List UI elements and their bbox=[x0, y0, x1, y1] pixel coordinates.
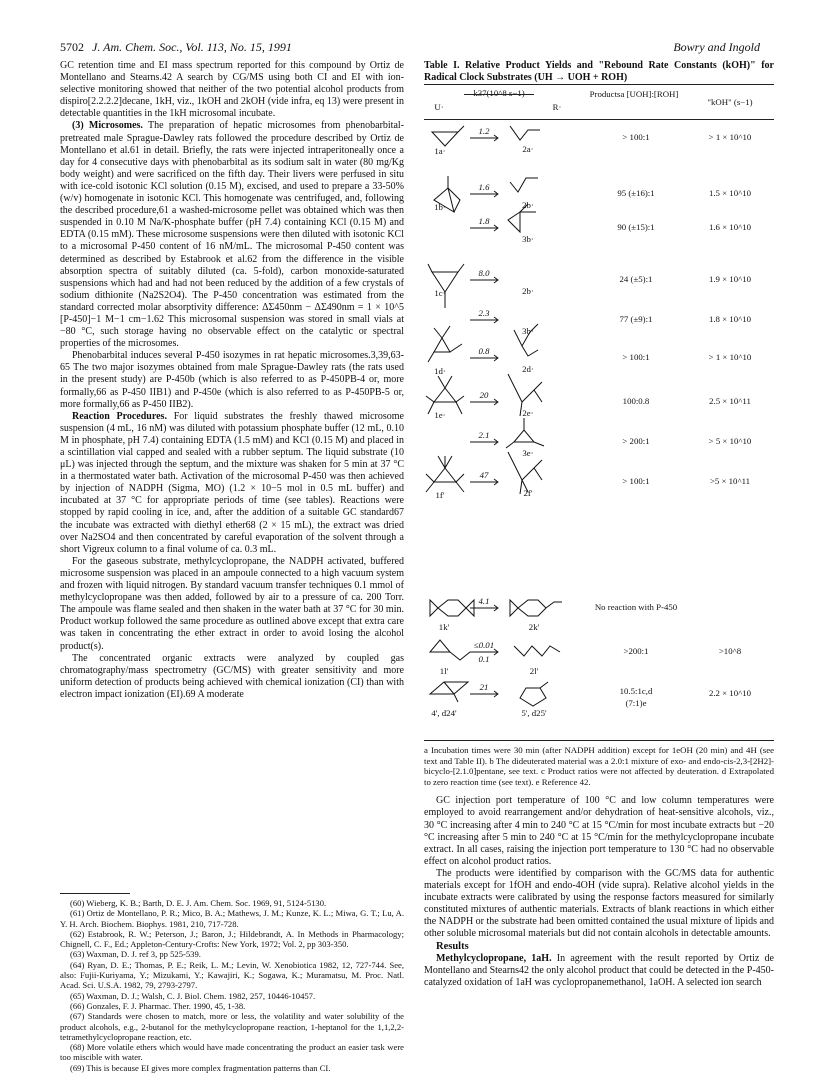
reference: (64) Ryan, D. E.; Thomas, P. E.; Reik, L. M.; Levin, W. Xenobiotica 1982, 12, 727-744. See, also: Fujii-Kuriyama, Y.; Mizukami, Y.; Kawajiri, K.; Sogawa, K.; Muramatsu, M. Proc. Natl. Acad. Sci. U.S.A. 1982, 79, 2793-2797. bbox=[60, 959, 404, 991]
radical-r-label: 3b· bbox=[522, 234, 534, 244]
structure-5 bbox=[520, 682, 548, 706]
paragraph-microsomes bbox=[60, 120, 404, 350]
product-ratio: 90 (±15):1 bbox=[617, 222, 655, 232]
structure-1e bbox=[426, 376, 464, 414]
koh-value: >5 × 10^11 bbox=[709, 476, 751, 486]
radical-u-label: 1c· bbox=[434, 288, 446, 298]
product-ratio: > 100:1 bbox=[622, 352, 650, 362]
structure-3e bbox=[506, 418, 544, 448]
koh-value: >10^8 bbox=[718, 646, 742, 656]
reference: (68) More volatile ethers which would have made concentrating the product an easier task were too miscible with water. bbox=[60, 1042, 404, 1063]
radical-r-label: 3e· bbox=[522, 448, 534, 458]
paragraph: Phenobarbital induces several P-450 isozymes in rat hepatic microsomes.3,39,63-65 The two major isozymes obtained from male Sprague-Dawley rats (the rats used in the present study) are P-450b (which is also referred to as P-450PB-4 or, more formally,66 as P-450 IIB1) and P-450e (which is also referred to as P-450PB-5 or, more formally,66 as P-450 IIB2). bbox=[60, 350, 404, 410]
rate-constant: 2.1 bbox=[478, 430, 490, 440]
structure-1f bbox=[426, 456, 464, 492]
reference: (69) This is because EI gives more complex fragmentation patterns than CI. bbox=[70, 1062, 331, 1073]
reference: (63) Waxman, D. J. ref 3, pp 525-539. bbox=[70, 949, 201, 960]
rate-constant: 20 bbox=[479, 390, 489, 400]
reference: (61) Ortiz de Montellano, P. R.; Mico, B. A.; Mathews, J. M.; Kunze, K. L.; Miwa, G. T.; Lu, A. Y. H. Arch. Biochem. Biophys. 1981, 210, 717-728. bbox=[60, 908, 404, 929]
subsection-heading: Methylcyclopropane, 1aH. bbox=[436, 952, 552, 964]
radical-r-label: 2k' bbox=[528, 622, 540, 632]
product-ratio: > 100:1 bbox=[622, 476, 650, 486]
journal-citation bbox=[60, 40, 292, 55]
koh-value: 1.6 × 10^10 bbox=[708, 222, 752, 232]
header-rate: k37(10^8 s−1) bbox=[473, 88, 525, 98]
paragraph: For the gaseous substrate, methylcyclopropane, the NADPH activated, buffered microsome suspension was placed in an ampoule connected to a high vacuum system and frozen with liquid nitrogen. By standard vacuum transfer techniques 0.1 mmol of methylcyclopropane was then added, followed by air to a pressure of ca. 200 Torr. The ampoule was flame sealed and then shaken in the water bath at 37 °C for 30 min. Product workup followed the same procedure as outlined above except that extra care was taken in concentrating the ether extract in order to avoid losing the alcohol product(s). bbox=[60, 555, 404, 652]
footnote-rule bbox=[60, 893, 130, 894]
paragraph: The products were identified by comparison with the GC/MS data for authentic materials except for 1fOH and endo-4OH (vide supra). Relative alcohol yields in the incubate extracts were calibrated by using the response factors measured for similarly constituted mixtures of authentic materials. Extracts of blank reactions in which either the NADPH or the substrate had been omitted contained the usual mixture of lipids and other soluble microsomal materials but did not contain alcohols in detectable amounts. bbox=[424, 867, 774, 940]
reference: (60) Wieberg, K. B.; Barth, D. E. J. Am. Chem. Soc. 1969, 91, 5124-5130. bbox=[70, 898, 327, 908]
rate-constant: 1.8 bbox=[478, 216, 490, 226]
koh-value: > 1 × 10^10 bbox=[708, 132, 752, 142]
product-ratio: No reaction with P-450 bbox=[594, 602, 678, 612]
reference: (62) Estabrook, R. W.; Peterson, J.; Baron, J.; Hildebrandt, A. In Methods in Pharmacology; Chignell, C. F., Ed.; Appleton-Century-Crofts: New York, 1972; Vol. 2, pp 303-350. bbox=[60, 928, 404, 950]
product-ratio: > 200:1 bbox=[622, 436, 650, 446]
structure-1k bbox=[430, 600, 474, 616]
structure-1a bbox=[432, 126, 464, 146]
reference: (66) Gonzales, F. J. Pharmac. Ther. 1990, 45, 1-38. bbox=[70, 1000, 246, 1011]
product-ratio: 100:0.8 bbox=[622, 396, 650, 406]
paragraph-reaction-procedures bbox=[60, 411, 404, 556]
rate-constant: 21 bbox=[479, 682, 489, 692]
header-r: R· bbox=[552, 102, 562, 112]
page-number: 5702 bbox=[60, 40, 84, 54]
table bbox=[424, 84, 774, 741]
koh-value: 1.5 × 10^10 bbox=[708, 188, 752, 198]
header-arrow bbox=[464, 94, 534, 95]
paragraph-text: For liquid substrates the freshly thawed microsome suspension (4 mL, 16 nM) was diluted with potassium phosphate buffer (12 mL, 0.10 M in phosphate, pH 7.4) containing EDTA (1.5 mM) and KCl (0.15 M) and placed in a scintillation vial capped and sealed with a rubber septum. The liquid substrate (10 μL) was injected through the septum, and the mixture was shaken for 5 min at 37 °C in a thermostated water bath. Activation of the microsomal P-450 was then achieved by injection of NADPH (Sigma, MO) (1.2 × 10−5 mol in 0.5 mL buffer) and incubated at 37 °C for appropriate periods of time (see tables). Reactions were stopped by rapid cooling in ice, and, after the addition of a suitable GC standard67 the incubate was extracted with diethyl ether68 (2 × 15 mL), the extract was dried over Na2SO4 and then concentrated by careful evaporation of the solvent through a short Vigreux column to a final volume of ca. 0.3 mL. bbox=[60, 410, 404, 555]
radical-r-label: 2d· bbox=[522, 364, 534, 374]
structure-1l bbox=[430, 640, 470, 660]
product-ratio: >200:1 bbox=[623, 646, 649, 656]
radical-r-label: 2a· bbox=[522, 144, 534, 154]
paragraph: The concentrated organic extracts were analyzed by coupled gas chromatography/mass spectrometry (GC/MS) with greater sensitivity and more uniform detection of products being achieved with chemical ionization (CI) than with electron impact ionization (EI).69 A moderate bbox=[60, 652, 404, 700]
product-ratio: 10.5:1c,d bbox=[619, 686, 653, 696]
rate-constant: 1.6 bbox=[478, 182, 490, 192]
koh-value: 2.5 × 10^11 bbox=[709, 396, 751, 406]
product-ratio: 24 (±5):1 bbox=[619, 274, 653, 284]
structure-2k bbox=[510, 600, 562, 616]
radical-u-label: 1b· bbox=[434, 202, 446, 212]
footnote-references bbox=[60, 893, 404, 1073]
radical-u-label: 1k' bbox=[438, 622, 450, 632]
structure-2l bbox=[514, 646, 560, 656]
product-ratio: 95 (±16):1 bbox=[617, 188, 655, 198]
table-header bbox=[424, 85, 774, 120]
radical-r-label: 2b· bbox=[522, 200, 534, 210]
koh-value: > 5 × 10^10 bbox=[708, 436, 752, 446]
radical-r-label: 5', d25' bbox=[521, 708, 547, 718]
radical-u-label: 1e· bbox=[434, 410, 446, 420]
rate-constant: ≤0.01 bbox=[473, 640, 495, 650]
journal-name: J. Am. Chem. Soc., Vol. 113, No. 15, 1991 bbox=[92, 40, 292, 54]
paragraph-text: In agreement with the result reported by Ortiz de Montellano and Stearns42 the only alcohol product that could be detected in the P-450-catalyzed oxidation of 1aH was cyclopropanemethanol, 1aOH. A selected ion search bbox=[424, 952, 774, 988]
rate-constant: 4.1 bbox=[478, 596, 490, 606]
radical-r-label: 2l' bbox=[529, 666, 539, 676]
radical-r-label: 2f' bbox=[523, 488, 533, 498]
rate-constant: 8.0 bbox=[478, 268, 490, 278]
header-u: U· bbox=[434, 102, 444, 112]
product-ratio: > 100:1 bbox=[622, 132, 650, 142]
rate-constant: 2.3 bbox=[478, 308, 490, 318]
table-body-lower bbox=[424, 590, 774, 740]
paragraph: GC injection port temperature of 100 °C and low column temperatures were employed to avoid rearrangement and/or dehydration of heat-sensitive alcohols, viz., 30 °C increasing after 4 min to 240 °C at 15 °C/min for most incubate extracts but −20 °C increasing after 5 min to 240 °C at 15 °C/min for the methylcyclopropane incubate extract. In all cases, raising the injection port temperature to 130 °C had no observable effect on alcohol product ratios. bbox=[424, 795, 774, 867]
rate-constant: 47 bbox=[479, 470, 489, 480]
reference: (67) Standards were chosen to match, more or less, the volatility and water solubility of the product alcohols, e.g., 2-butanol for the methylcyclopropane reaction, 1-heptanol for the 1,1,2,2-tetramethylcyclopropane reaction, etc. bbox=[60, 1011, 404, 1042]
koh-value: 1.8 × 10^10 bbox=[708, 314, 752, 324]
running-authors: Bowry and Ingold bbox=[673, 40, 760, 54]
table-footnotes: a Incubation times were 30 min (after NADPH addition) except for 1eOH (20 min) and 4H (see text and Table II). b The dideuterated material was a 2.0:1 mixture of exo- and endo-cis-2,3-[2H2]-bicyclo-[2.1.0]pentane, see text. c Product ratios were not affected by deuteration. d Extrapolated to zero reaction time (see text). e Reference 42. bbox=[424, 745, 774, 787]
rate-constant-reverse: 0.1 bbox=[478, 654, 490, 664]
radical-u-label: 4', d24' bbox=[431, 708, 457, 718]
rate-constant: 1.2 bbox=[478, 126, 490, 136]
page-header bbox=[60, 40, 760, 56]
structure-4 bbox=[430, 682, 468, 702]
paragraph-results bbox=[424, 953, 774, 989]
right-column bbox=[424, 60, 774, 989]
product-ratio: 77 (±9):1 bbox=[619, 314, 653, 324]
radical-u-label: 1a· bbox=[434, 146, 446, 156]
structure-2a bbox=[510, 126, 540, 140]
table-caption: Table I. Relative Product Yields and "Rebound Rate Constants (kOH)" for Radical Clock Substrates (UH → UOH + ROH) bbox=[424, 60, 774, 83]
radical-u-label: 1l' bbox=[439, 666, 449, 676]
subsection-heading: (3) Microsomes. bbox=[72, 120, 143, 132]
left-column bbox=[60, 60, 404, 701]
koh-value: > 1 × 10^10 bbox=[708, 352, 752, 362]
subsection-heading: Reaction Procedures. bbox=[72, 410, 167, 422]
koh-value: 2.2 × 10^10 bbox=[708, 688, 752, 698]
header-products: Productsa [UOH]:[ROH] bbox=[589, 89, 679, 99]
table-body bbox=[424, 120, 774, 590]
section-heading: Results bbox=[436, 940, 469, 952]
radical-u-label: 1d· bbox=[434, 366, 446, 376]
structure-2b bbox=[510, 178, 538, 192]
reference: (65) Waxman, D. J.; Walsh, C. J. Biol. Chem. 1982, 257, 10446-10457. bbox=[70, 990, 316, 1001]
radical-r-label: 3b· bbox=[522, 326, 534, 336]
radical-r-label: 2b· bbox=[522, 286, 534, 296]
radical-u-label: 1f' bbox=[435, 490, 445, 500]
paragraph: GC retention time and EI mass spectrum reported for this compound by Ortiz de Montellano and Stearns.42 A search by CG/MS using both CI and EI with ion-selective monitoring showed that neither of the two potential alcohol products from dispiro[2.2.2.2]decane, 1kH, viz., 1kOH and 2kOH (vide infra, eq 13) were present in detectable quantities in the 1kH microsomal incubate. bbox=[60, 60, 404, 120]
paragraph-text: The preparation of hepatic microsomes from phenobarbital-pretreated male Sprague-Dawley rats followed the procedure described by Ortiz de Montellano et al.61 in detail. Briefly, the rats were injected intraperitoneally once a day for 4 consecutive days with phenobarbital as its sodium salt in water (80 mg/Kg body weight) and were sacrificed on the fifth day. Their livers were perfused in situ with ice-cold isotonic KCl solution (0.15 M), excised, and used to prepare a 33-50% (w/v) homogenate in isotonic KCl. This homogenate was centrifuged, and, following the described procedure,61 a washed-microsome pellet was obtained which was then suspended in 0.10 M Na/K-phosphate buffer (pH 7.4) containing KCl (0.15 M) and EDTA (0.15 mM). These microsome suspensions were then diluted with isotonic KCl to a microsomal P-450 content of 16 nM/mL. The microsomal P-450 content was determined as described by Estabrook et al.62 from the difference in the visible absorption spectra of suitably diluted (ca. 5-fold), carbon monoxide-saturated suspensions which had and had not been reduced by the addition of a few crystals of sodium dithionite (Na2S2O4). The P-450 concentration was estimated from the standard corrected molar absorptivity difference: ΔΣ450nm − ΔΣ490nm = 1 × 10^5 [P-450]−1 M−1 cm−1.62 This microsomal suspension was stored in small vials at −80 °C, such storage having no observable effect on the catalytic or spectral properties of the microsomes. bbox=[60, 120, 404, 350]
koh-value: 1.9 × 10^10 bbox=[708, 274, 752, 284]
header-koh: "kOH" (s−1) bbox=[707, 97, 753, 107]
structure-1d bbox=[428, 326, 462, 362]
rate-constant: 0.8 bbox=[478, 346, 490, 356]
structure-1c bbox=[428, 264, 464, 308]
radical-r-label: 2e· bbox=[522, 408, 534, 418]
product-ratio-alt: (7:1)e bbox=[625, 698, 647, 708]
